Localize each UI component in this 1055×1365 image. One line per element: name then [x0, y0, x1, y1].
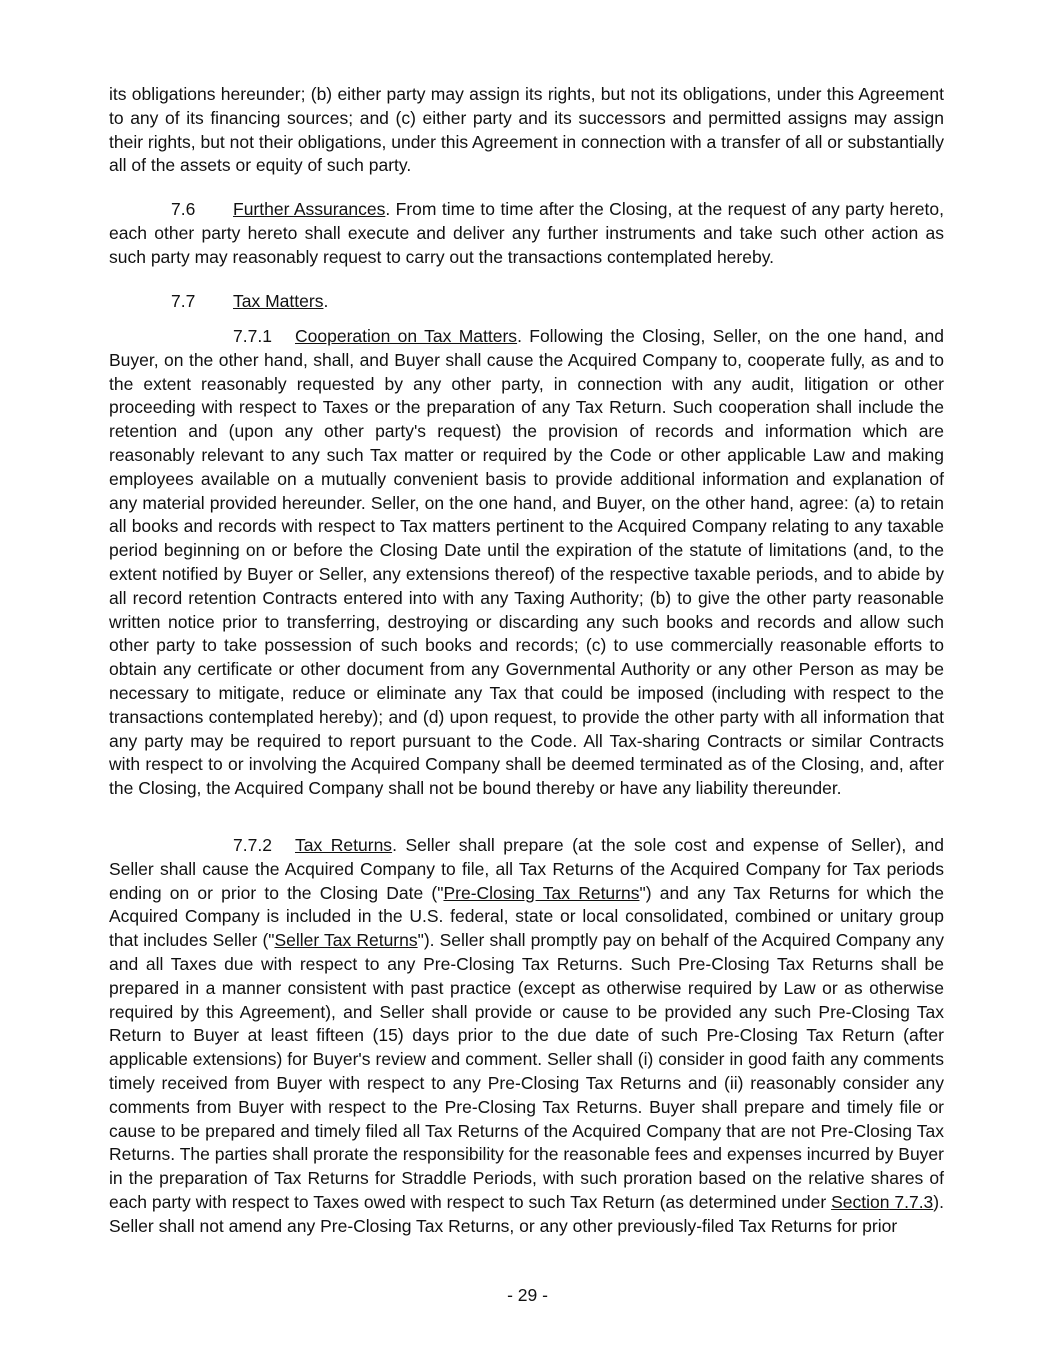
section-title: Cooperation on Tax Matters — [295, 326, 518, 346]
section-text-part-b: ") and any Tax Returns for which the Acquired Company is included in the U.S. federal, state or local consolidated, combined or unitary group that includes Seller (" — [109, 882, 945, 951]
paragraph-text: its obligations hereunder; (b) either party may assign its rights, but not its obligations, under this Agreement to any of its financing sources; and (c) either party and its successors and permitted assigns may assign their rights, but not their obligations, under this Agreement in connection with a transfer of all or substantially all of the assets or equity of such party. — [109, 84, 944, 176]
section-text-part-c: "). Seller shall promptly pay on behalf of the Acquired Company any and all Taxes due with respect to any Pre-Closing Tax Returns. Such Pre-Closing Tax Returns shall be prepared in a manner consistent with past practice (except as otherwise required by Law or as otherwise required by this Agreement), and Seller shall provide or cause to be provided any such Pre-Closing Tax Return to Buyer at least fifteen (15) days prior to the due date of such Pre-Closing Tax Return (after applicable extensions) for Buyer's review and comment. Seller shall (i) consider in good faith any comments timely received from Buyer with respect to any Pre-Closing Tax Returns and (ii) reasonably consider any comments from Buyer with respect to the Pre-Closing Tax Returns. Buyer shall prepare and timely file or cause to be prepared and timely filed all Tax Returns of the Acquired Company that are not Pre-Closing Tax Returns. The parties shall prorate the responsibility for the reasonable fees and expenses incurred by Buyer in the preparation of Tax Returns for Straddle Periods, with such proration based on the relative shares of each party with respect to Taxes owed with respect to such Tax Return (as determined under — [109, 930, 944, 1212]
section-7-7-1 — [109, 325, 944, 801]
section-title-suffix: . — [323, 291, 329, 311]
section-number: 7.7 — [171, 291, 196, 311]
section-7-7-heading — [171, 290, 328, 314]
page-number: - 29 - — [507, 1285, 548, 1305]
section-text: . From time to time after the Closing, at the request of any party hereto, each other party hereto shall execute and deliver any further instruments and take such other action as such party may reasonably request to carry out the transactions contemplated hereby. — [109, 199, 944, 267]
section-text-part-d: ). Seller shall not amend any Pre-Closing Tax Returns, or any other previously-filed Tax Returns for prior — [109, 1191, 944, 1236]
paragraph-continuation — [109, 83, 944, 178]
section-title: Tax Returns — [295, 835, 393, 855]
cross-reference-section-7-7-3: Section 7.7.3 — [831, 1191, 934, 1212]
section-title: Further Assurances — [233, 199, 386, 219]
defined-term-seller-tax-returns: Seller Tax Returns — [274, 930, 418, 951]
section-text-part-a: . Seller shall prepare (at the sole cost and expense of Seller), and Seller shall cause the Acquired Company to file, all Tax Returns of the Acquired Company for Tax periods ending on or prior to the Closing Date (" — [109, 835, 945, 903]
section-7-7-2 — [109, 834, 944, 1239]
section-number: 7.7.2 — [233, 835, 272, 855]
section-title: Tax Matters — [233, 291, 324, 311]
section-number: 7.7.1 — [233, 326, 272, 346]
section-7-6 — [109, 198, 944, 269]
section-number: 7.6 — [171, 199, 196, 219]
defined-term-pre-closing-tax-returns: Pre-Closing Tax Returns — [443, 882, 640, 903]
section-text: . Following the Closing, Seller, on the one hand, and Buyer, on the other hand, shall, and Buyer shall cause the Acquired Company to, cooperate fully, as and to the extent reasonably requested by any other party, in connection with any audit, litigation or other proceeding with respect to Taxes or the preparation of any Tax Return. Such cooperation shall include the retention and (upon any other party's request) the provision of records and information which are reasonably relevant to any such Tax matter or required by the Code or other applicable Law and making employees available on a mutually convenient basis to provide additional information and explanation of any material provided hereunder. Seller, on the one hand, and Buyer, on the other hand, agree: (a) to retain all books and records with respect to Tax matters pertinent to the Acquired Company relating to any taxable period beginning on or before the Closing Date until the expiration of the statute of limitations (and, to the extent notified by Buyer or Seller, any extensions thereof) of the respective taxable periods, and to abide by all record retention Contracts entered into with any Taxing Authority; (b) to give the other party reasonable written notice prior to transferring, destroying or discarding any such books and records and allow such other party to take possession of such books and records; (c) to use commercially reasonable efforts to obtain any certificate or other document from any Governmental Authority or any other Person as may be necessary to mitigate, reduce or eliminate any Tax that could be imposed (including with respect to the transactions contemplated hereby); and (d) upon request, to provide the other party with all information that any party may be required to report pursuant to the Code. All Tax-sharing Contracts or similar Contracts with respect to or involving the Acquired Company shall be deemed terminated as of the Closing, and, after the Closing, the Acquired Company shall not be bound thereby or have any liability thereunder. — [109, 326, 944, 799]
